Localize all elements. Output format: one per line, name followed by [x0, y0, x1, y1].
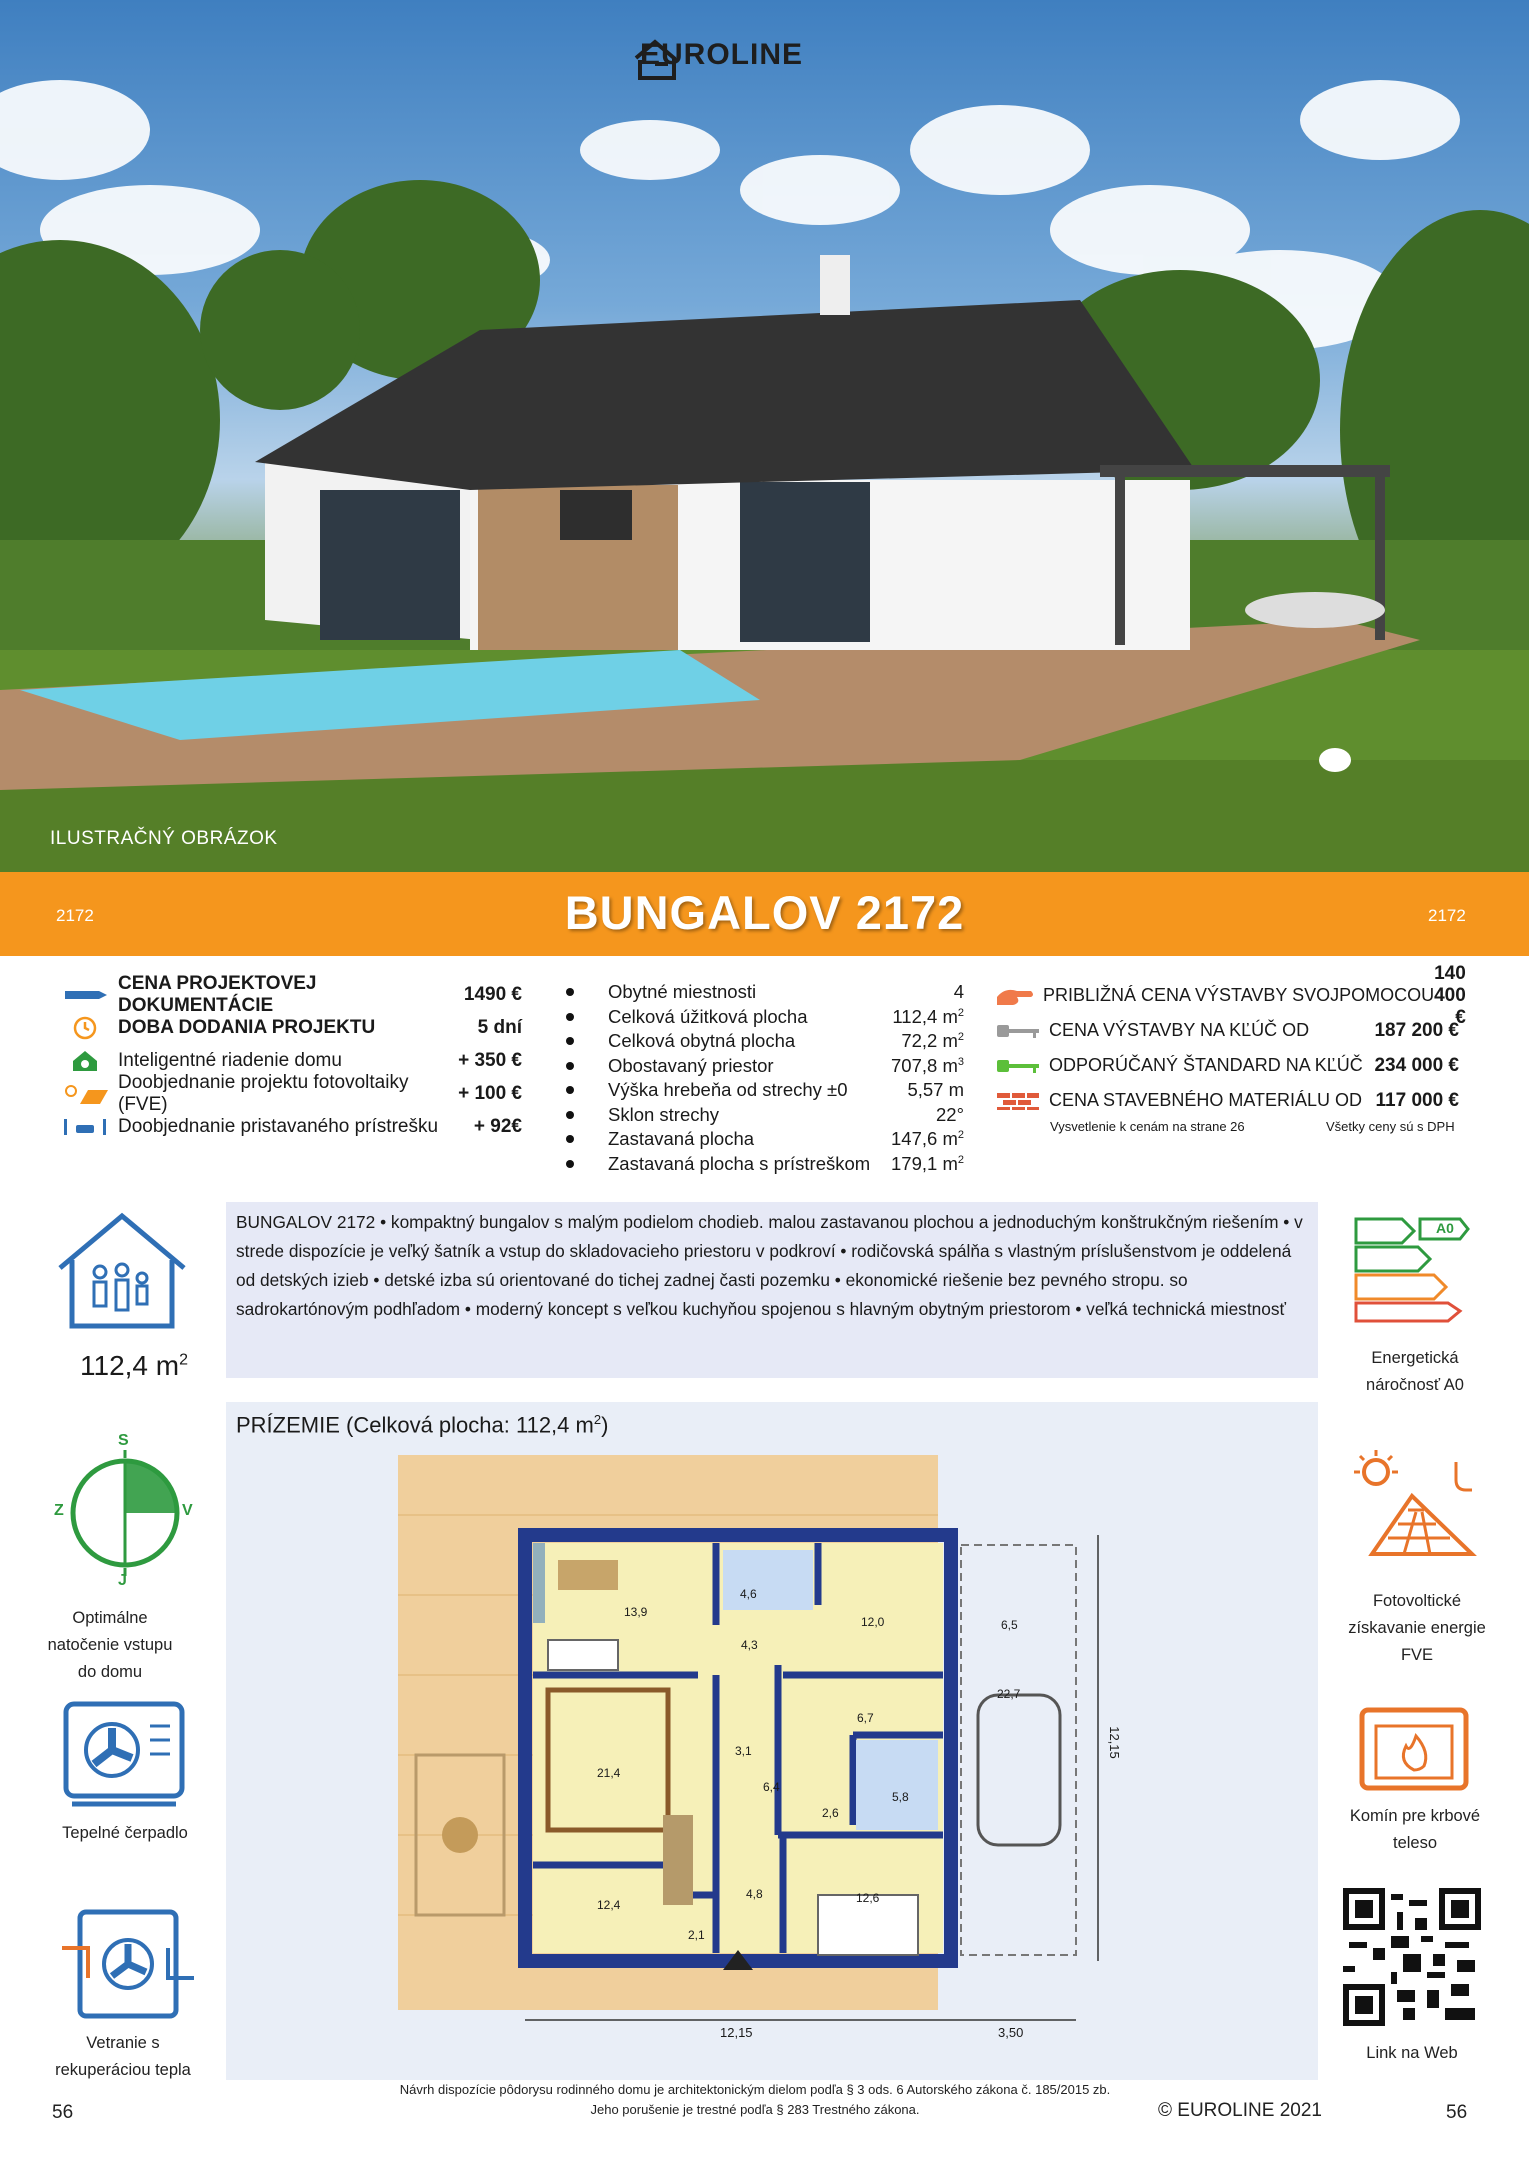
room-label: 4,8	[746, 1887, 763, 1901]
area-badge	[80, 1350, 188, 1382]
parameter-row	[554, 1152, 964, 1177]
brand-name: EUROLINE	[640, 38, 804, 71]
parameter-row	[554, 1078, 964, 1103]
compass-n: S	[118, 1432, 129, 1449]
dimension-label: 12,15	[1106, 1726, 1122, 1759]
energy-class-value: A0	[1436, 1220, 1454, 1236]
description-text: BUNGALOV 2172 • kompaktný bungalov s malým podielom chodieb. malou zastavanou plochou a jednoduchým konštrukčným riešením • v strede dispozície je veľký šatník a vstup do skladovacieho priestoru v podkroví • rodičovská spálňa s vlastným príslušenstvom je oddelená od detských izieb • detské izba sú orientované do tichej zadnej časti pozemku • ekonomické riešenie bez pevného stropu. so sadrokartónovým podhľadom • moderný koncept s veľkou kuchyňou spojenou s hlavným obytným priestorom • veľká technická miestnosť	[236, 1212, 1303, 1319]
fve-label-3: FVE	[1400, 1646, 1434, 1664]
room-label: 6,7	[857, 1711, 874, 1725]
pricing-left-row	[62, 972, 522, 1016]
parameter-label: Obostavaný priestor	[608, 1054, 774, 1076]
parameter-value	[907, 1079, 964, 1101]
parameter-row	[554, 1127, 964, 1152]
euroline-logo	[632, 38, 803, 72]
pricing-label: ODPORÚČANÝ ŠTANDARD NA KĽÚČ	[1049, 1055, 1363, 1075]
parameter-label: Výška hrebeňa od strechy ±0	[608, 1079, 848, 1101]
pricing-label: Doobjednanie pristavaného prístrešku	[118, 1115, 439, 1137]
family-house-icon	[52, 1208, 192, 1337]
bullet-icon	[566, 1062, 574, 1070]
parameter-value	[891, 1128, 964, 1150]
room-label: 13,9	[624, 1605, 648, 1619]
pricing-left-row	[62, 1011, 522, 1044]
room-label: 4,6	[740, 1587, 757, 1601]
pricing-label: CENA VÝSTAVBY NA KĽÚČ OD	[1049, 1020, 1310, 1040]
web-link-label[interactable]: Link na Web	[1366, 2044, 1458, 2062]
room-label: 6,5	[1001, 1618, 1018, 1632]
room-label: 21,4	[597, 1766, 621, 1780]
parameter-unit-sup: 2	[957, 1153, 964, 1166]
bullet-icon	[566, 1160, 574, 1168]
hero-caption: ILUSTRAČNÝ OBRÁZOK	[50, 828, 278, 849]
parameter-label: Celková úžitková plocha	[608, 1005, 808, 1027]
bullet-icon	[566, 1086, 574, 1094]
dimension-label: 12,15	[720, 2025, 753, 2040]
fireplace-icon	[1358, 1706, 1470, 1797]
pricing-label: CENA PROJEKTOVEJ DOKUMENTÁCIE	[118, 972, 317, 1016]
parameter-value	[892, 1006, 964, 1028]
compass-s: J	[118, 1572, 127, 1589]
parameter-value-text: 5,57 m	[907, 1079, 964, 1101]
pricing-left-row	[62, 1110, 522, 1143]
parameters-list	[554, 980, 964, 1176]
pricing-left-row	[62, 1071, 522, 1115]
ventilation-recovery-icon	[58, 1908, 198, 2025]
parameter-value-text: 147,6 m	[891, 1128, 958, 1150]
energy-label-2: náročnosť A0	[1366, 1376, 1464, 1394]
legal-note-1: Návrh dispozície pôdorysu rodinného domu je architektonickým dielom podľa § 3 ods. 6 Autorského zákona č. 185/2015 zb.	[399, 2082, 1111, 2097]
feature-orientation-label: Optimálne natočenie vstupu do domu	[47, 1609, 173, 1681]
pricing-value: 1490 €	[463, 983, 522, 1005]
parameter-value	[901, 1030, 964, 1052]
bullet-icon	[566, 1037, 574, 1045]
energy-label-1: Energetická	[1371, 1349, 1459, 1367]
parameter-label: Obytné miestnosti	[608, 981, 757, 1003]
pricing-label: CENA STAVEBNÉHO MATERIÁLU OD	[1049, 1090, 1363, 1110]
page-title: BUNGALOV 2172	[564, 886, 965, 939]
parameter-value	[954, 981, 964, 1003]
legal-note-2: Jeho porušenie je trestné podľa § 283 Trestného zákona.	[590, 2102, 920, 2117]
parameter-value-text: 72,2 m	[901, 1030, 958, 1052]
room-label: 6,4	[763, 1780, 780, 1794]
parameter-value-text: 22°	[936, 1103, 964, 1125]
pricing-label: DOBA DODANIA PROJEKTU	[118, 1016, 376, 1038]
feature-heat-pump-label: Tepelné čerpadlo	[62, 1824, 188, 1842]
pricing-right-row	[995, 962, 1466, 1028]
chimney-label-2: teleso	[1392, 1834, 1438, 1852]
area-sup: 2	[179, 1351, 188, 1369]
pricing-value: 117 000 €	[1375, 1089, 1459, 1111]
clock-icon	[62, 1015, 108, 1041]
pricing-note-right: Všetky ceny sú s DPH	[1326, 1119, 1455, 1134]
pricing-value: 5 dní	[477, 1016, 522, 1038]
parameter-label: Zastavaná plocha s prístreškom	[608, 1152, 871, 1174]
bullet-icon	[566, 1135, 574, 1143]
feature-ventilation-label: Vetranie s rekuperáciou tepla	[55, 2034, 191, 2079]
room-label: 12,4	[597, 1898, 621, 1912]
plan-title	[236, 1412, 608, 1438]
room-label: 5,8	[892, 1790, 909, 1804]
hero-illustration	[0, 0, 1529, 872]
pricing-value: + 350 €	[458, 1049, 522, 1071]
solar-panel-icon	[62, 1081, 108, 1107]
bullet-icon	[566, 1013, 574, 1021]
parameter-label: Zastavaná plocha	[608, 1128, 755, 1150]
chimney-label-1: Komín pre krbové	[1349, 1807, 1481, 1825]
room-label: 12,0	[861, 1615, 885, 1629]
solar-roof-icon	[1352, 1450, 1482, 1565]
room-label: 12,6	[856, 1891, 880, 1905]
parameter-value	[891, 1153, 964, 1175]
parameter-value-text: 112,4 m	[892, 1005, 958, 1027]
parameter-label: Sklon strechy	[608, 1103, 720, 1125]
parameter-row	[554, 1103, 964, 1128]
parameter-unit-sup: 3	[957, 1055, 964, 1068]
key-green-icon	[995, 1053, 1041, 1079]
room-label: 2,1	[688, 1928, 705, 1942]
parameter-value-text: 707,8 m	[891, 1054, 958, 1076]
pricing-right-row	[995, 1048, 1459, 1083]
parameter-value-text: 179,1 m	[891, 1152, 958, 1174]
key-gray-icon	[995, 1018, 1041, 1044]
parameter-row	[554, 1054, 964, 1079]
parameter-label: Celková obytná plocha	[608, 1030, 796, 1052]
parameter-row	[554, 1029, 964, 1054]
project-code-right: 2172	[1428, 906, 1466, 925]
parameter-unit-sup: 2	[957, 1031, 964, 1044]
hand-icon	[995, 983, 1035, 1009]
pricing-label: Inteligentné riadenie domu	[118, 1049, 342, 1071]
bricks-icon	[995, 1088, 1041, 1114]
description-box	[226, 1202, 1318, 1378]
heat-pump-icon	[62, 1700, 186, 1817]
energy-class-icon	[1352, 1215, 1472, 1330]
plan-title-sup: 2	[593, 1412, 602, 1427]
dimension-label: 3,50	[998, 2025, 1024, 2040]
bullet-icon	[566, 988, 574, 996]
room-label: 3,1	[735, 1744, 752, 1758]
parameter-unit-sup: 2	[957, 1129, 964, 1142]
pricing-right-table	[995, 962, 1466, 1118]
page-number-left: 56	[52, 2102, 74, 2123]
parameter-unit-sup: 2	[957, 1006, 964, 1019]
page-number-right: 56	[1446, 2102, 1468, 2123]
compass-e: V	[182, 1502, 193, 1519]
pricing-right-row	[995, 1013, 1459, 1048]
floor-plan-drawing	[398, 1455, 1122, 2055]
pricing-value: 140 400 €	[1434, 962, 1466, 1028]
plan-title-end: )	[601, 1412, 609, 1438]
parameter-value	[936, 1104, 964, 1126]
compass-icon	[50, 1432, 200, 1589]
project-code-left: 2172	[56, 906, 94, 925]
parameter-row	[554, 1005, 964, 1030]
pricing-note-left: Vysvetlenie k cenám na strane 26	[1050, 1119, 1245, 1134]
pricing-value: + 92€	[473, 1115, 522, 1137]
bullet-icon	[566, 1111, 574, 1119]
pricing-right-row	[995, 1083, 1459, 1118]
pricing-label: PRIBLIŽNÁ CENA VÝSTAVBY SVOJPOMOCOU	[1043, 985, 1435, 1005]
parameter-value	[891, 1055, 964, 1077]
plan-title-text: PRÍZEMIE (Celková plocha: 112,4 m	[236, 1412, 594, 1438]
pencil-icon	[62, 982, 108, 1008]
parameter-row	[554, 980, 964, 1005]
pricing-value: 234 000 €	[1374, 1054, 1459, 1076]
smart-home-icon	[62, 1048, 108, 1074]
pricing-value: + 100 €	[458, 1082, 522, 1104]
parameter-value-text: 4	[953, 981, 964, 1003]
fve-label-1: Fotovoltické	[1372, 1592, 1462, 1610]
room-label: 22,7	[997, 1687, 1021, 1701]
copyright: © EUROLINE 2021	[1158, 2100, 1322, 2121]
pricing-value: 187 200 €	[1374, 1019, 1459, 1041]
area-value: 112,4 m	[80, 1350, 180, 1381]
compass-w: Z	[54, 1502, 64, 1519]
carport-icon	[62, 1114, 108, 1140]
fve-label-2: získavanie energie	[1348, 1619, 1486, 1637]
pricing-left-table	[62, 972, 522, 1143]
room-label: 2,6	[822, 1806, 839, 1820]
pricing-label: Doobjednanie projektu fotovoltaiky (FVE)	[118, 1071, 409, 1115]
qr-code[interactable]	[1343, 1888, 1481, 2026]
room-label: 4,3	[741, 1638, 758, 1652]
